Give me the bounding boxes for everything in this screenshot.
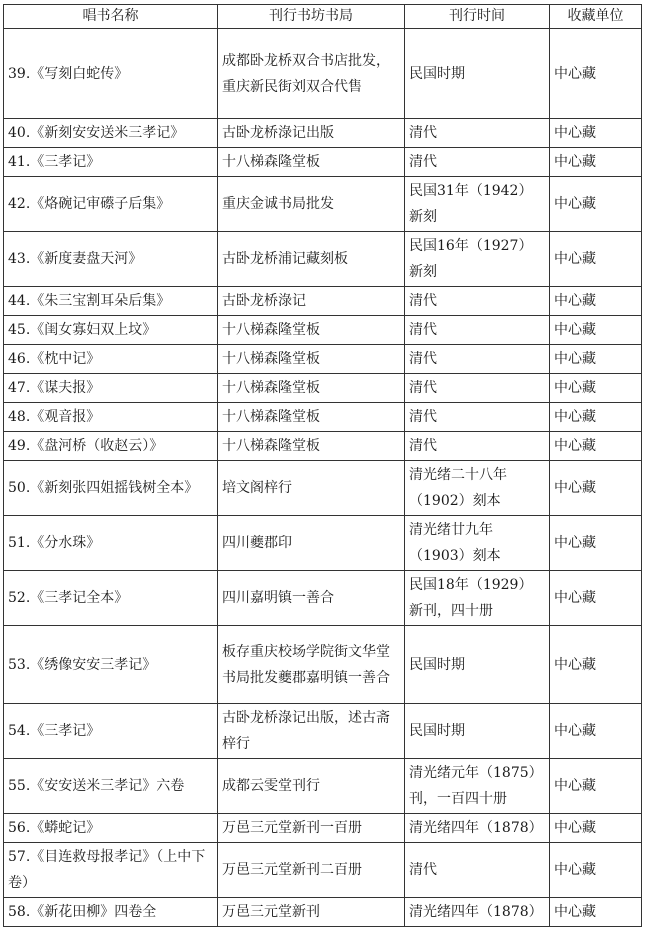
- title-cell: 58.《新花田柳》四卷全: [4, 898, 218, 927]
- publisher-cell: 古卧龙桥淥记: [218, 287, 405, 316]
- table-row: [4, 432, 642, 461]
- date-cell: 清代: [405, 432, 550, 461]
- collection-cell: 中心藏: [550, 571, 642, 626]
- date-cell: 民国18年（1929）新刊，四十册: [405, 571, 550, 626]
- publisher-cell: 古卧龙桥淥记出版: [218, 119, 405, 148]
- date-cell: 民国时期: [405, 704, 550, 759]
- collection-cell: 中心藏: [550, 626, 642, 704]
- collection-cell: 中心藏: [550, 148, 642, 177]
- table-row: [4, 345, 642, 374]
- table-row: [4, 571, 642, 626]
- collection-cell: 中心藏: [550, 374, 642, 403]
- header-publisher: 刊行书坊书局: [218, 5, 405, 29]
- table-row: [4, 704, 642, 759]
- table-row: [4, 287, 642, 316]
- table-row: [4, 759, 642, 814]
- table-row: [4, 177, 642, 232]
- table-row: [4, 119, 642, 148]
- publisher-cell: 万邑三元堂新刊二百册: [218, 843, 405, 898]
- title-cell: 41.《三孝记》: [4, 148, 218, 177]
- title-cell: 42.《烙碗记审礤子后集》: [4, 177, 218, 232]
- date-cell: 民国时期: [405, 626, 550, 704]
- date-cell: 清代: [405, 403, 550, 432]
- table-row: [4, 814, 642, 843]
- title-cell: 47.《谋夫报》: [4, 374, 218, 403]
- publisher-cell: 十八梯森隆堂板: [218, 374, 405, 403]
- date-cell: 民国31年（1942）新刻: [405, 177, 550, 232]
- table-row: [4, 232, 642, 287]
- table-row: [4, 316, 642, 345]
- title-cell: 44.《朱三宝割耳朵后集》: [4, 287, 218, 316]
- collection-cell: 中心藏: [550, 177, 642, 232]
- date-cell: 清代: [405, 119, 550, 148]
- date-cell: 清光绪廿九年（1903）刻本: [405, 516, 550, 571]
- table-body: [4, 29, 642, 927]
- collection-cell: 中心藏: [550, 843, 642, 898]
- collection-cell: 中心藏: [550, 898, 642, 927]
- date-cell: 民国16年（1927）新刻: [405, 232, 550, 287]
- table-row: [4, 148, 642, 177]
- publisher-cell: 十八梯森隆堂板: [218, 403, 405, 432]
- header-title: 唱书名称: [4, 5, 218, 29]
- collection-cell: 中心藏: [550, 759, 642, 814]
- publisher-cell: 四川夔郡印: [218, 516, 405, 571]
- collection-cell: 中心藏: [550, 119, 642, 148]
- date-cell: 清光绪二十八年（1902）刻本: [405, 461, 550, 516]
- table-row: [4, 898, 642, 927]
- publisher-cell: 重庆金诚书局批发: [218, 177, 405, 232]
- title-cell: 43.《新度妻盘天河》: [4, 232, 218, 287]
- publisher-cell: 培文阁梓行: [218, 461, 405, 516]
- title-cell: 46.《枕中记》: [4, 345, 218, 374]
- collection-cell: 中心藏: [550, 432, 642, 461]
- collection-cell: 中心藏: [550, 287, 642, 316]
- publisher-cell: 万邑三元堂新刊一百册: [218, 814, 405, 843]
- table-row: [4, 403, 642, 432]
- title-cell: 53.《绣像安安三孝记》: [4, 626, 218, 704]
- table-row: [4, 29, 642, 119]
- publisher-cell: 十八梯森隆堂板: [218, 345, 405, 374]
- header-row: [4, 5, 642, 29]
- date-cell: 清代: [405, 287, 550, 316]
- title-cell: 54.《三孝记》: [4, 704, 218, 759]
- publisher-cell: 成都卧龙桥双合书店批发，重庆新民街刘双合代售: [218, 29, 405, 119]
- date-cell: 清光绪四年（1878）: [405, 898, 550, 927]
- title-cell: 48.《观音报》: [4, 403, 218, 432]
- table-row: [4, 843, 642, 898]
- date-cell: 清代: [405, 843, 550, 898]
- collection-cell: 中心藏: [550, 516, 642, 571]
- title-cell: 40.《新刻安安送米三孝记》: [4, 119, 218, 148]
- collection-cell: 中心藏: [550, 345, 642, 374]
- date-cell: 清光绪元年（1875）刊，一百四十册: [405, 759, 550, 814]
- date-cell: 民国时期: [405, 29, 550, 119]
- collection-cell: 中心藏: [550, 704, 642, 759]
- title-cell: 51.《分水珠》: [4, 516, 218, 571]
- date-cell: 清代: [405, 374, 550, 403]
- header-collection: 收藏单位: [550, 5, 642, 29]
- publisher-cell: 十八梯森隆堂板: [218, 316, 405, 345]
- date-cell: 清代: [405, 316, 550, 345]
- title-cell: 45.《闺女寡妇双上坟》: [4, 316, 218, 345]
- date-cell: 清代: [405, 345, 550, 374]
- date-cell: 清代: [405, 148, 550, 177]
- date-cell: 清光绪四年（1878）: [405, 814, 550, 843]
- publisher-cell: 万邑三元堂新刊: [218, 898, 405, 927]
- header-date: 刊行时间: [405, 5, 550, 29]
- publisher-cell: 古卧龙桥浦记藏刻板: [218, 232, 405, 287]
- title-cell: 57.《目连救母报孝记》（上中下卷）: [4, 843, 218, 898]
- collection-cell: 中心藏: [550, 461, 642, 516]
- collection-cell: 中心藏: [550, 316, 642, 345]
- publisher-cell: 十八梯森隆堂板: [218, 148, 405, 177]
- collection-cell: 中心藏: [550, 814, 642, 843]
- title-cell: 39.《写刻白蛇传》: [4, 29, 218, 119]
- table-row: [4, 374, 642, 403]
- publisher-cell: 十八梯森隆堂板: [218, 432, 405, 461]
- catalog-table: [3, 4, 642, 927]
- publisher-cell: 成都云雯堂刊行: [218, 759, 405, 814]
- publisher-cell: 板存重庆校场学院街文华堂书局批发夔郡嘉明镇一善合: [218, 626, 405, 704]
- title-cell: 49.《盘河桥（收赵云）》: [4, 432, 218, 461]
- collection-cell: 中心藏: [550, 403, 642, 432]
- title-cell: 52.《三孝记全本》: [4, 571, 218, 626]
- table-row: [4, 461, 642, 516]
- publisher-cell: 古卧龙桥淥记出版，述古斋梓行: [218, 704, 405, 759]
- title-cell: 56.《蟒蛇记》: [4, 814, 218, 843]
- title-cell: 55.《安安送米三孝记》六卷: [4, 759, 218, 814]
- collection-cell: 中心藏: [550, 29, 642, 119]
- table-row: [4, 516, 642, 571]
- collection-cell: 中心藏: [550, 232, 642, 287]
- table-row: [4, 626, 642, 704]
- publisher-cell: 四川嘉明镇一善合: [218, 571, 405, 626]
- title-cell: 50.《新刻张四姐摇钱树全本》: [4, 461, 218, 516]
